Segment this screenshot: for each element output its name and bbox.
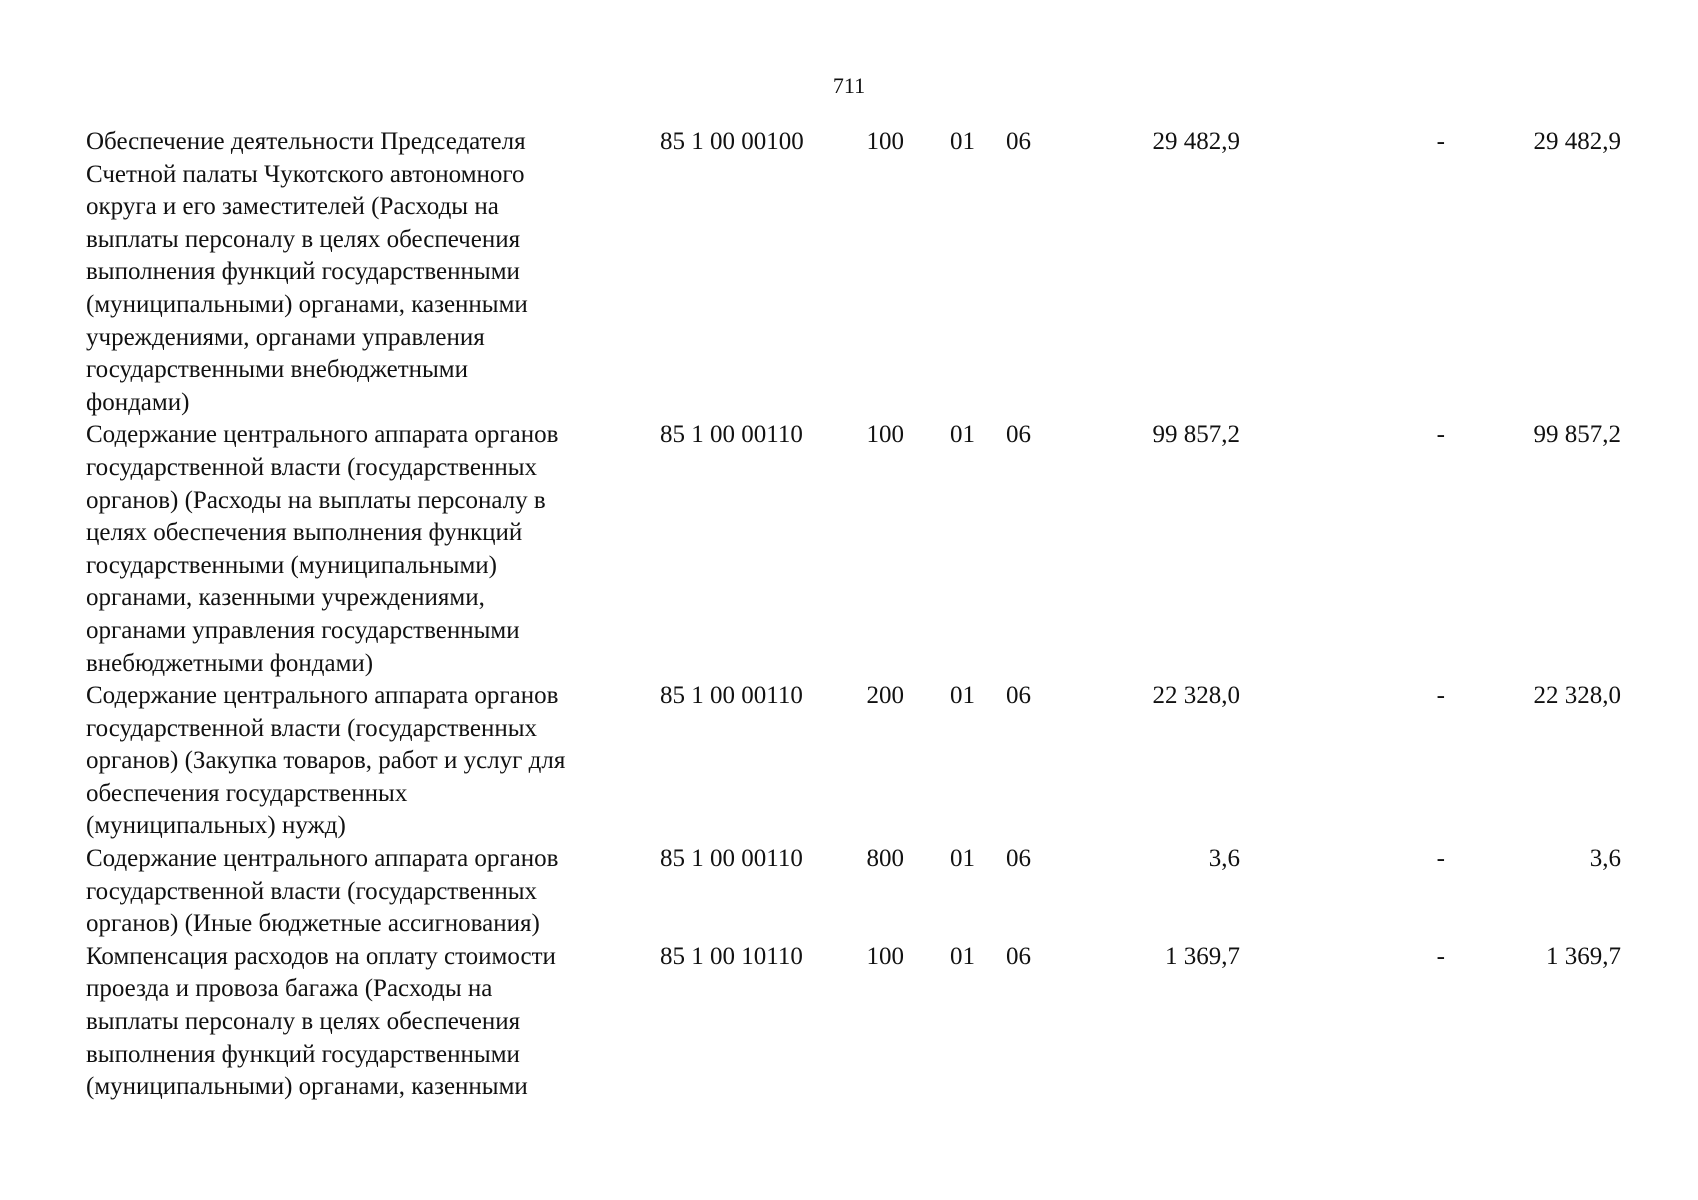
subsection-code: 06 [1006, 421, 1031, 449]
target-article-code: 85 1 00 00110 [660, 845, 803, 873]
expense-type-code: 100 [866, 128, 904, 155]
row-description [86, 843, 660, 941]
target-article-code: 85 1 00 10110 [660, 942, 803, 970]
description-line: органами, казенными учреждениями, [86, 584, 485, 612]
description-line: проезда и провоза багажа (Расходы на [86, 975, 493, 1003]
amount-value: 22 328,0 [1152, 682, 1240, 710]
subsection-code: 06 [1006, 845, 1031, 873]
description-line: государственной власти (государственных [86, 714, 538, 742]
section-code: 01 [950, 421, 975, 449]
description-line: выполнения функций государственными [86, 1040, 520, 1068]
change-value: - [1436, 128, 1445, 155]
row-description [86, 680, 660, 843]
expense-type-code: 100 [866, 942, 904, 970]
table-row [86, 680, 1621, 843]
table-row [86, 419, 1621, 680]
description-line: (муниципальными) органами, казенными [86, 1073, 528, 1101]
section-code: 01 [950, 128, 975, 155]
description-line: округа и его заместителей (Расходы на [86, 193, 499, 221]
section-code: 01 [950, 845, 975, 873]
table-row [86, 126, 1621, 419]
description-line: внебюджетными фондами) [86, 649, 374, 677]
change-value: - [1436, 682, 1445, 710]
target-article-code: 85 1 00 00100 [660, 128, 804, 155]
amount-value: 3,6 [1208, 845, 1240, 873]
description-line: государственными (муниципальными) [86, 551, 497, 579]
description-line: (муниципальных) нужд) [86, 812, 346, 840]
description-line: обеспечения государственных [86, 779, 408, 807]
change-value: - [1436, 942, 1445, 970]
section-code: 01 [950, 682, 975, 710]
description-line: государственной власти (государственных [86, 877, 538, 905]
description-line: учреждениями, органами управления [86, 323, 485, 351]
change-value: - [1436, 845, 1445, 873]
amount-value: 29 482,9 [1152, 128, 1240, 155]
total-value: 29 482,9 [1533, 128, 1621, 155]
expense-type-code: 100 [866, 421, 904, 449]
description-line: фондами) [86, 388, 190, 416]
page-number: 711 [832, 73, 866, 98]
description-line: государственной власти (государственных [86, 453, 538, 481]
description-line: Содержание центрального аппарата органов [86, 845, 559, 873]
description-line: целях обеспечения выполнения функций [86, 519, 523, 547]
description-line: органов) (Расходы на выплаты персоналу в [86, 486, 546, 514]
subsection-code: 06 [1006, 682, 1031, 710]
expense-type-code: 800 [866, 845, 904, 873]
description-line: органами управления государственными [86, 616, 520, 644]
target-article-code: 85 1 00 00110 [660, 421, 803, 449]
description-line: Счетной палаты Чукотского автономного [86, 160, 525, 188]
table-row [86, 941, 1621, 1104]
table-row [86, 843, 1621, 941]
description-line: (муниципальными) органами, казенными [86, 290, 528, 318]
total-value: 3,6 [1589, 845, 1621, 873]
description-line: выплаты персоналу в целях обеспечения [86, 225, 521, 253]
row-description [86, 126, 660, 419]
subsection-code: 06 [1006, 942, 1031, 970]
row-description [86, 941, 660, 1104]
description-line: выполнения функций государственными [86, 258, 520, 286]
budget-table [86, 126, 1621, 1104]
amount-value: 1 369,7 [1165, 942, 1240, 970]
description-line: органов) (Закупка товаров, работ и услуг для [86, 747, 566, 775]
description-line: Содержание центрального аппарата органов [86, 682, 559, 710]
description-line: выплаты персоналу в целях обеспечения [86, 1008, 521, 1036]
description-line: Компенсация расходов на оплату стоимости [86, 942, 556, 970]
change-value: - [1436, 421, 1445, 449]
subsection-code: 06 [1006, 128, 1031, 155]
description-line: государственными внебюджетными [86, 356, 469, 384]
expense-type-code: 200 [866, 682, 904, 710]
target-article-code: 85 1 00 00110 [660, 682, 803, 710]
row-description [86, 419, 660, 680]
total-value: 1 369,7 [1546, 942, 1621, 970]
description-line: Содержание центрального аппарата органов [86, 421, 559, 449]
total-value: 99 857,2 [1533, 421, 1621, 449]
section-code: 01 [950, 942, 975, 970]
description-line: органов) (Иные бюджетные ассигнования) [86, 910, 540, 938]
total-value: 22 328,0 [1533, 682, 1621, 710]
description-line: Обеспечение деятельности Председателя [86, 128, 526, 155]
amount-value: 99 857,2 [1152, 421, 1240, 449]
